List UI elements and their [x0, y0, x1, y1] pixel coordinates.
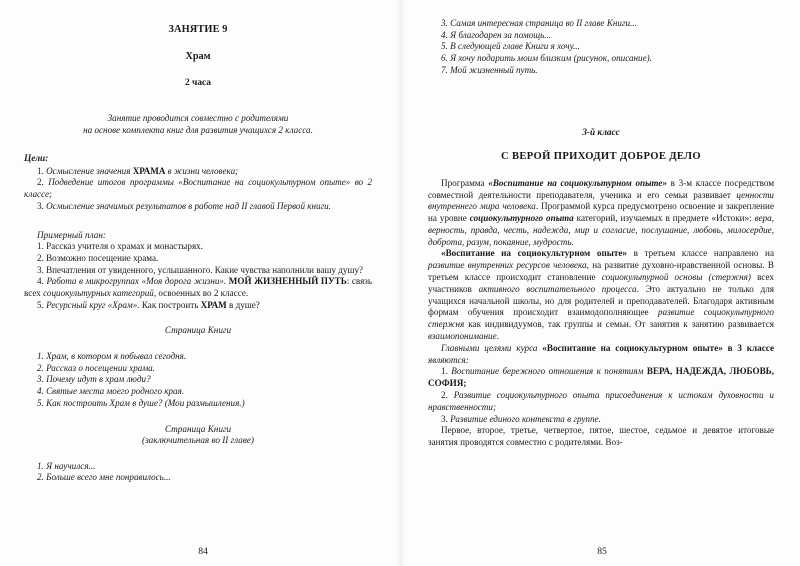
plan-item-1 [24, 241, 372, 253]
book-page-2-item-2: 2. Больше всего мне понравилось... [37, 472, 171, 483]
plan-item-3 [24, 265, 372, 277]
right-goal-item-1 [428, 366, 774, 390]
plan-2-num: 2. [37, 252, 47, 263]
p1-i-2: вера, верность, правда, честь, надежда, мир и согласие, послушание, любовь, милосердие, доброта, разум, покаяние, мудрость [428, 213, 774, 247]
plan-5-italic-1: Ресурсный круг «Храм». [46, 299, 140, 310]
goals-label: Цели: [24, 154, 49, 165]
plan-item-5 [24, 300, 372, 312]
lesson-hours: 2 часа [185, 78, 211, 89]
book-page-list-2 [24, 461, 372, 484]
book-page-1-item-4: 4. Святые места моего родного края. [37, 386, 185, 397]
plan-4-plain-2: , освоенных во 2 классе. [153, 288, 249, 298]
plan-item-4 [24, 276, 372, 299]
p1-plain-2: в 3-м классе посредством совместной деятельности преподавателя, ученика и его семьи развивает [428, 177, 774, 200]
plan-3-text: Впечатления от увиденного, услышанного. Какие чувства наполнили вашу душу? [46, 264, 364, 275]
page-number-left: 84 [198, 546, 208, 558]
goals-intro-i-2: являются: [428, 354, 469, 365]
book-page-subheading-2: (заключительная во II главе) [142, 435, 254, 446]
page-right [400, 0, 800, 566]
paragraph-1 [428, 178, 774, 249]
p2-plain-1: в третьем классе направлено на [626, 248, 774, 259]
goals-intro-bold: «Воспитание на социокультурном опыте» в 3 классе [542, 342, 774, 353]
epigraph-line-1: Занятие проводится совместно с родителями [107, 112, 289, 123]
goal-item-2 [24, 177, 372, 200]
plan-3-num: 3. [37, 264, 47, 275]
p2-plain-3: всех участников [428, 272, 774, 294]
plan-label: Примерный план: [37, 229, 106, 240]
p2-plain-5: как индивидуумов, так группы и семьи. От занятия к занятию развивается [464, 319, 774, 330]
book-page-cont-item-4: 4. Я благодарен за помощь... [441, 29, 552, 40]
rg1-italic: Воспитание бережного отношения к понятиям [451, 366, 647, 377]
grade-heading: 3-й класс [582, 126, 620, 137]
p1-plain-1: Программа [441, 177, 489, 188]
goal-1-pre: Осмысление значения [46, 165, 133, 176]
lesson-title: Храм [185, 50, 211, 62]
p1-i-1: ценности внутреннего мира человека [428, 189, 774, 212]
rg2-num: 2. [441, 390, 454, 401]
p2-bold-1: «Воспитание на социокультурном опыте» [441, 248, 627, 259]
book-page-1-item-5: 5. Как построить Храм в душе? (Мои размышления.) [37, 397, 245, 408]
p1-plain-5: . [571, 236, 574, 247]
book-page-2-item-1: 1. Я научился... [37, 460, 96, 471]
plan-5-num: 5. [37, 299, 47, 310]
epigraph [24, 112, 372, 136]
goal-3-text: Осмысление значимых результатов в работе над II главой Первой книги. [46, 200, 331, 211]
rg3-italic: Развитие единого контекста в группе. [450, 413, 601, 424]
goal-2-num: 2. [37, 177, 49, 188]
goal-1-post: в жизни человека; [165, 165, 239, 176]
goals-intro [428, 343, 774, 367]
page-number-right: 85 [597, 546, 607, 558]
p1-plain-3: . Программой курса предусмотрено освоение и закрепление на уровне [428, 201, 774, 224]
p2-i-3: активного воспитательного процесса [478, 283, 637, 294]
book-page-cont-item-3: 3. Самая интересная страница во II главе Книги... [441, 18, 637, 28]
book-page-list-continued [428, 18, 774, 77]
closing-paragraph: Первое, второе, третье, четвертое, пятое, шестое, седьмое и девятое итоговые занятия проводятся совместно с родителями. Воз- [428, 425, 774, 448]
paragraph-2 [428, 248, 774, 342]
plan-5-plain-2: в душе? [226, 299, 260, 310]
p2-plain-2: , на развитие духовно-нравственной основы. В третьем классе происходит становление [428, 260, 774, 283]
rg1-num: 1. [441, 366, 452, 377]
book-page-1-item-3: 3. Почему идут в храм люди? [37, 374, 151, 385]
p1-bi-2: социокультурного опыта [469, 213, 574, 224]
rg2-italic: Развитие социокультурного опыта присоединения к истокам духовности и нравственности; [428, 390, 774, 412]
goal-3-num: 3. [37, 200, 47, 211]
goal-1-bold: ХРАМА [132, 165, 166, 176]
book-page-cont-item-7: 7. Мой жизненный путь. [441, 64, 538, 75]
book-page-heading-1: Страница Книги [164, 325, 232, 336]
book-page-cont-item-6: 6. Я хочу подарить моим близким (рисунок, описание). [441, 53, 652, 64]
book-page-list-1 [24, 351, 372, 410]
p2-plain-6: . [496, 331, 499, 342]
plan-1-num: 1. [37, 241, 47, 252]
lesson-heading: ЗАНЯТИЕ 9 [168, 24, 228, 35]
book-page-1-item-2: 2. Рассказ о посещении храма. [37, 362, 155, 373]
goal-2-text: Подведение итогов программы «Воспитание на социокультурном опыте» во 2 классе; [24, 177, 372, 200]
goals-intro-i-1: Главными целями курса [441, 342, 543, 353]
book-page-heading-2: Страница Книги [164, 423, 232, 434]
plan-item-2 [24, 253, 372, 265]
rg3-num: 3. [441, 413, 451, 424]
p2-i-1: развитие внутренних ресурсов человека [428, 260, 587, 271]
goal-item-3 [24, 201, 372, 213]
plan-4-num: 4. [37, 276, 47, 287]
right-goal-item-2 [428, 390, 774, 414]
plan-2-text: Возможно посещение храма. [46, 252, 159, 263]
p1-plain-4: категорий, изучаемых в предмете «Истоки»: [573, 213, 755, 224]
plan-4-bold-1: МОЙ ЖИЗНЕННЫЙ ПУТЬ [226, 276, 347, 287]
plan-4-italic-1: Работа в микрогруппах «Моя дорога жизни». [46, 276, 227, 287]
book-page-1-item-1: 1. Храм, в котором я побывал сегодня. [37, 351, 187, 361]
plan-4-italic-2: социокультурных категорий [43, 288, 154, 298]
chapter-heading: С ВЕРОЙ ПРИХОДИТ ДОБРОЕ ДЕЛО [500, 151, 702, 163]
right-goal-item-3 [428, 414, 774, 426]
p2-i-5: взаимопонимание [428, 331, 497, 342]
p2-i-4: развитие социокультурного стержня [428, 307, 774, 330]
p2-plain-4: . Это актуально не только для учащихся начальной школы, но для родителей и преподавателей. Благодаря активным формам обучения происходит взаимодополняющее [428, 283, 774, 318]
plan-1-text: Рассказ учителя о храмах и монастырях. [46, 241, 203, 252]
plan-4-plain-1: : связь всех [24, 276, 372, 298]
plan-5-plain-1: Как построить [139, 299, 201, 310]
p1-bi-1: «Воспитание на социокультурном опыте» [488, 177, 668, 188]
p2-i-2: социокультурной основы (стержня) [601, 272, 751, 283]
goal-item-1 [24, 166, 372, 178]
book-page-cont-item-5: 5. В следующей главе Книги я хочу... [441, 41, 580, 52]
rg1-bold: ВЕРА, НАДЕЖДА, ЛЮБОВЬ, СОФИЯ; [428, 366, 774, 389]
goal-1-num: 1. [37, 165, 47, 176]
plan-5-bold-1: ХРАМ [200, 299, 227, 310]
epigraph-line-2: на основе комплекта книг для развития учащихся 2 класса. [83, 124, 313, 135]
